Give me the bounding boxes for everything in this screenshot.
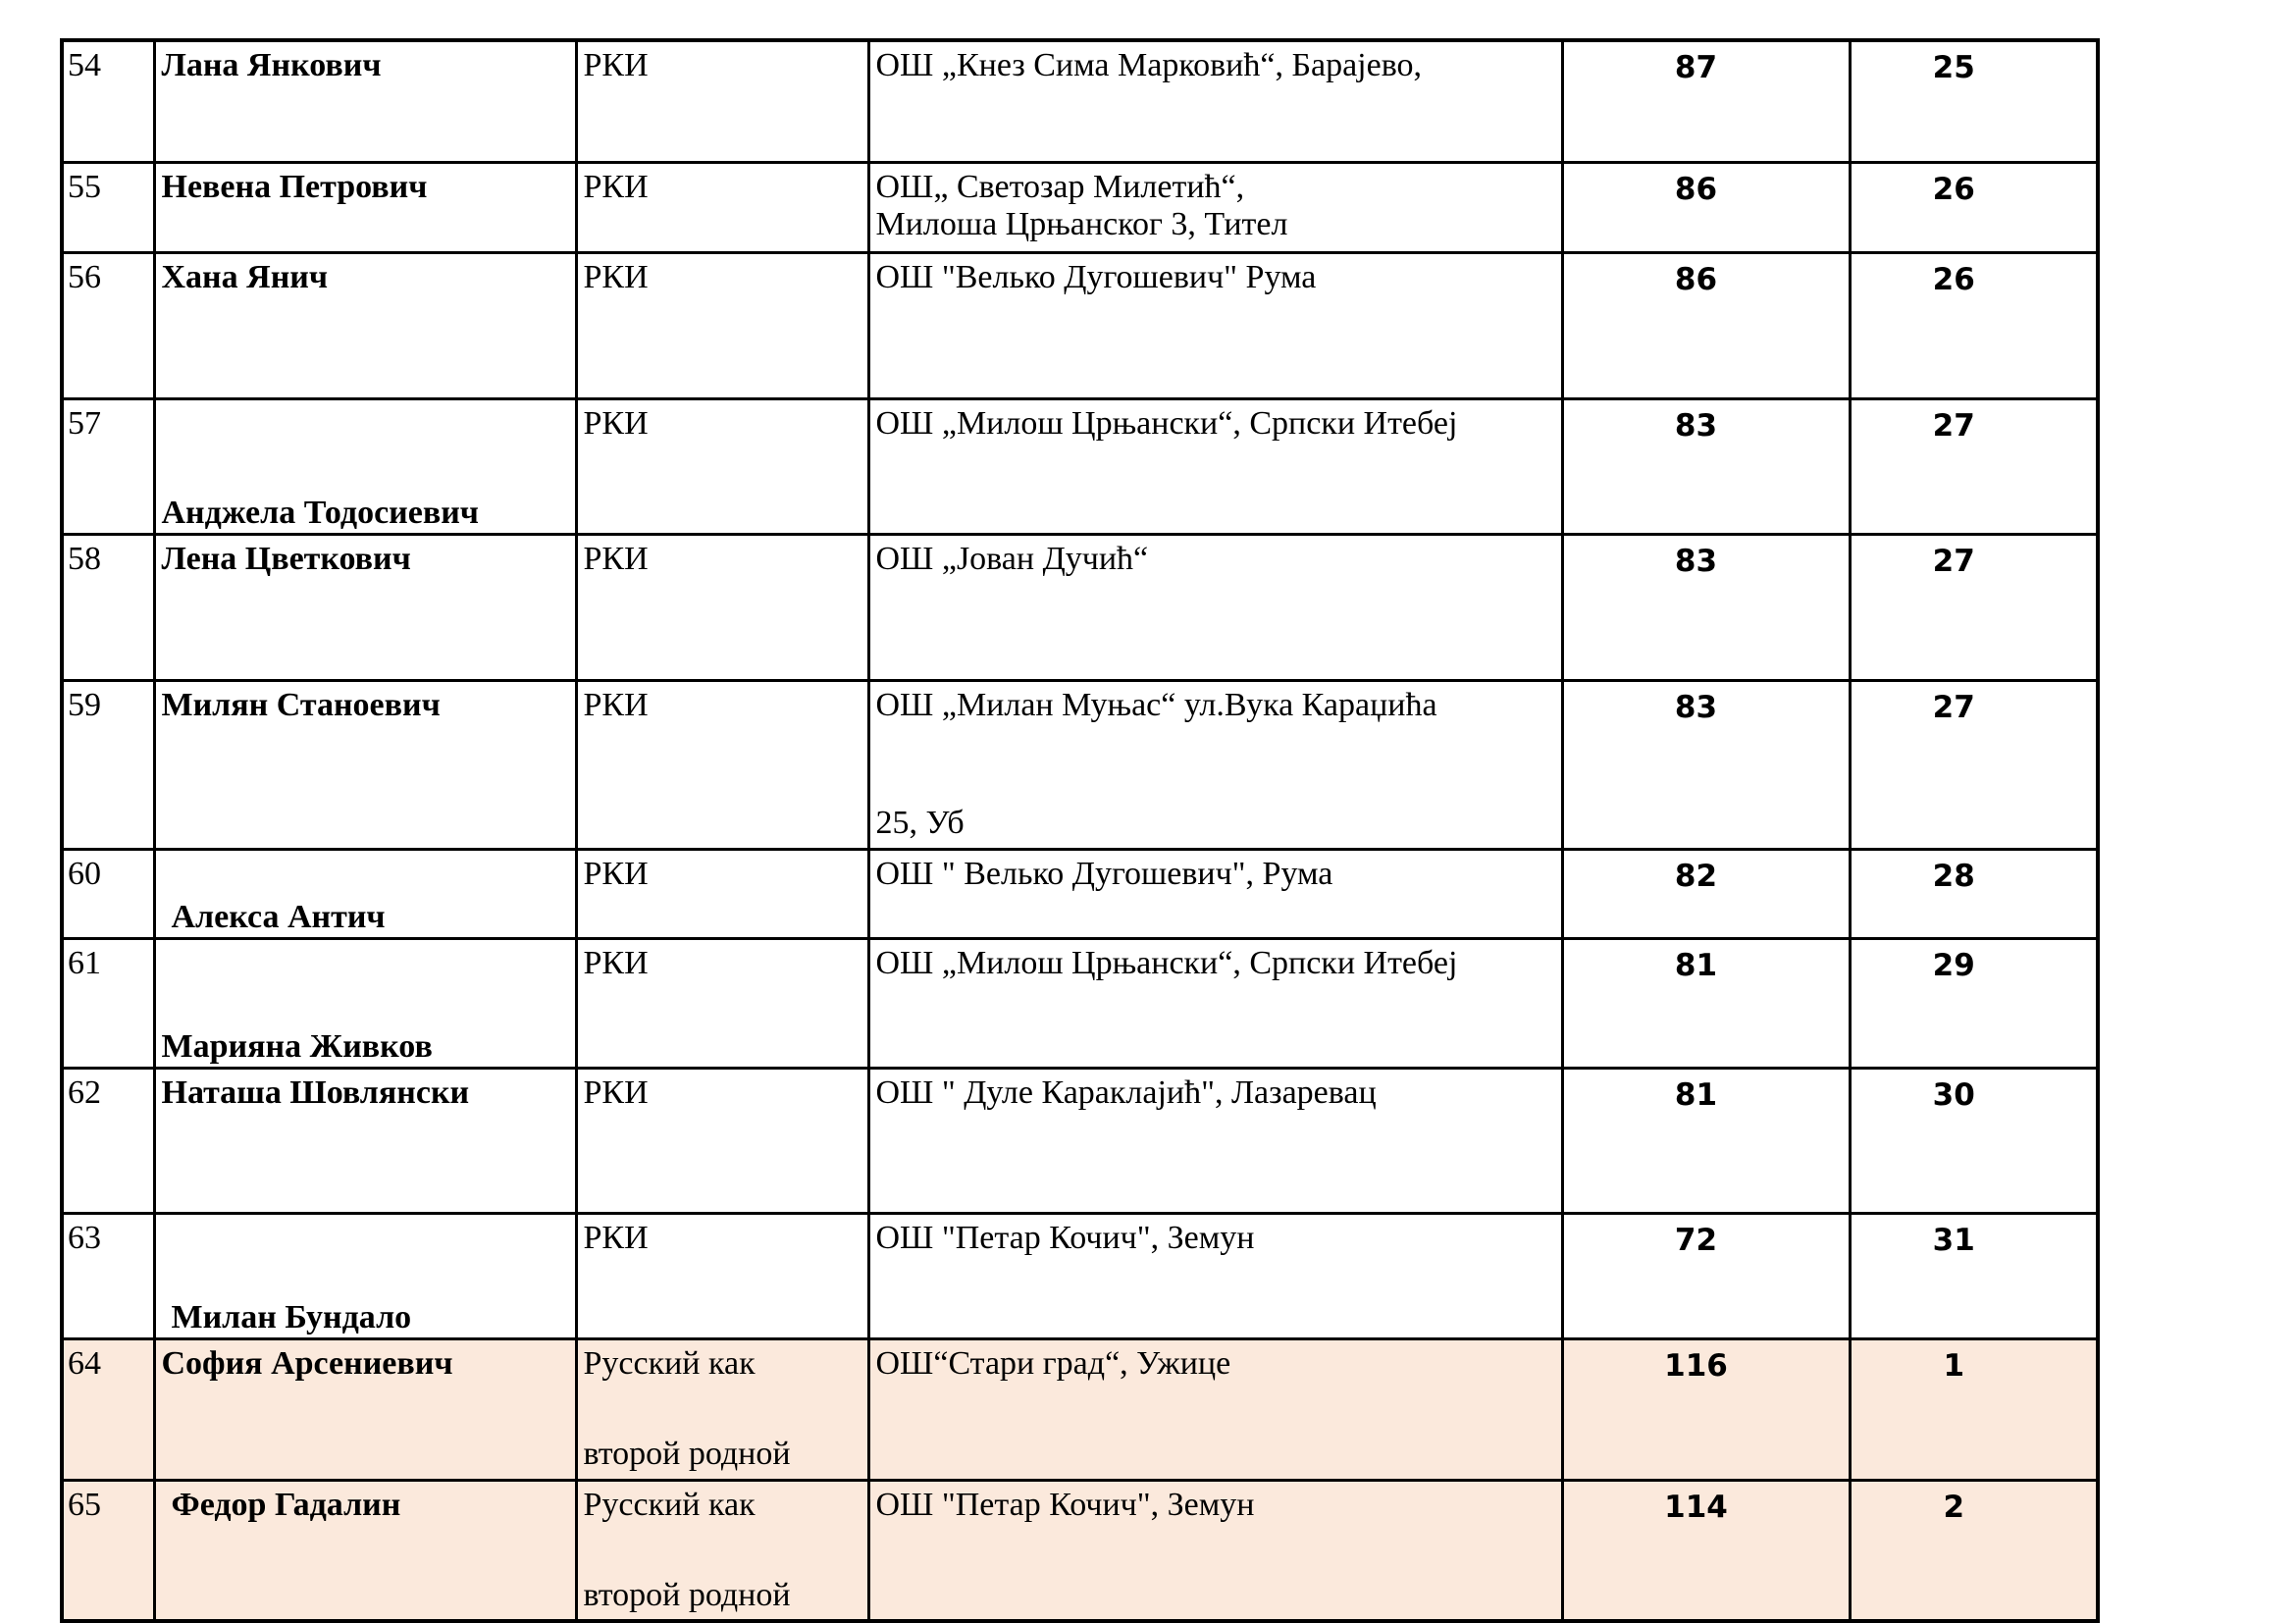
student-name: Невена Петрович (154, 162, 576, 252)
student-name: Алекса Антич (154, 849, 576, 938)
school: ОШ " Дуле Караклајић", Лазаревац (868, 1068, 1562, 1213)
score: 81 (1562, 938, 1850, 1068)
category-line-2: второй родной (583, 1576, 791, 1613)
category: РКИ (576, 849, 868, 938)
score: 83 (1562, 398, 1850, 534)
table-row (62, 1480, 2098, 1621)
row-number: 61 (62, 938, 154, 1068)
row-number: 62 (62, 1068, 154, 1213)
row-number: 59 (62, 680, 154, 849)
rank: 30 (1850, 1068, 2098, 1213)
student-name: Марияна Живков (154, 938, 576, 1068)
score: 82 (1562, 849, 1850, 938)
school-line-2: 25, Уб (875, 804, 965, 841)
row-number: 64 (62, 1338, 154, 1480)
school: ОШ „Милош Црњански“, Српски Итебеј (868, 398, 1562, 534)
row-number: 56 (62, 252, 154, 398)
table-row (62, 398, 2098, 534)
student-name: Федор Гадалин (154, 1480, 576, 1621)
school: ОШ „Јован Дучић“ (868, 534, 1562, 680)
rank: 25 (1850, 40, 2098, 162)
category (576, 1480, 868, 1621)
row-number: 58 (62, 534, 154, 680)
rank: 31 (1850, 1213, 2098, 1338)
school: ОШ“Стари град“, Ужице (868, 1338, 1562, 1480)
school: ОШ „Кнез Сима Марковић“, Барајево, (868, 40, 1562, 162)
rank: 27 (1850, 680, 2098, 849)
table-row (62, 1068, 2098, 1213)
table-row (62, 40, 2098, 162)
category: РКИ (576, 398, 868, 534)
rank: 28 (1850, 849, 2098, 938)
school (868, 162, 1562, 252)
school: ОШ "Петар Кочич", Земун (868, 1213, 1562, 1338)
table-row (62, 680, 2098, 849)
school: ОШ "Петар Кочич", Земун (868, 1480, 1562, 1621)
category: РКИ (576, 938, 868, 1068)
student-name: Наташа Шовлянски (154, 1068, 576, 1213)
student-name: Анджела Тодосиевич (154, 398, 576, 534)
score: 81 (1562, 1068, 1850, 1213)
school: ОШ "Велько Дугошевич" Рума (868, 252, 1562, 398)
rank: 27 (1850, 534, 2098, 680)
category: РКИ (576, 252, 868, 398)
student-name: Милан Бундало (154, 1213, 576, 1338)
category-line-1: Русский как (583, 1486, 756, 1523)
rank: 26 (1850, 162, 2098, 252)
rank: 26 (1850, 252, 2098, 398)
table-row (62, 1213, 2098, 1338)
student-name: София Арсениевич (154, 1338, 576, 1480)
results-table (60, 38, 2100, 1623)
school: ОШ " Велько Дугошевич", Рума (868, 849, 1562, 938)
category: РКИ (576, 40, 868, 162)
table-row (62, 938, 2098, 1068)
row-number: 54 (62, 40, 154, 162)
score: 114 (1562, 1480, 1850, 1621)
row-number: 60 (62, 849, 154, 938)
table-row (62, 849, 2098, 938)
category (576, 1338, 868, 1480)
row-number: 57 (62, 398, 154, 534)
category-line-1: Русский как (583, 1344, 756, 1382)
rank: 1 (1850, 1338, 2098, 1480)
category: РКИ (576, 1213, 868, 1338)
score: 87 (1562, 40, 1850, 162)
category-line-2: второй родной (583, 1435, 791, 1472)
school-line-1: ОШ„ Светозар Милетић“, (875, 168, 1245, 205)
student-name: Лана Янкович (154, 40, 576, 162)
table-row (62, 534, 2098, 680)
school-line-1: ОШ „Милан Муњас“ ул.Вука Караџића (875, 686, 1437, 723)
score: 72 (1562, 1213, 1850, 1338)
row-number: 55 (62, 162, 154, 252)
category: РКИ (576, 162, 868, 252)
row-number: 63 (62, 1213, 154, 1338)
rank: 29 (1850, 938, 2098, 1068)
score: 86 (1562, 252, 1850, 398)
school-line-2: Милоша Црњанског 3, Тител (875, 205, 1288, 242)
category: РКИ (576, 1068, 868, 1213)
score: 83 (1562, 680, 1850, 849)
score: 86 (1562, 162, 1850, 252)
student-name: Милян Станоевич (154, 680, 576, 849)
school: ОШ „Милош Црњански“, Српски Итебеј (868, 938, 1562, 1068)
school (868, 680, 1562, 849)
student-name: Хана Янич (154, 252, 576, 398)
table-row (62, 252, 2098, 398)
student-name: Лена Цветкович (154, 534, 576, 680)
row-number: 65 (62, 1480, 154, 1621)
table-row (62, 1338, 2098, 1480)
category: РКИ (576, 680, 868, 849)
rank: 2 (1850, 1480, 2098, 1621)
score: 83 (1562, 534, 1850, 680)
rank: 27 (1850, 398, 2098, 534)
table-row (62, 162, 2098, 252)
category: РКИ (576, 534, 868, 680)
score: 116 (1562, 1338, 1850, 1480)
